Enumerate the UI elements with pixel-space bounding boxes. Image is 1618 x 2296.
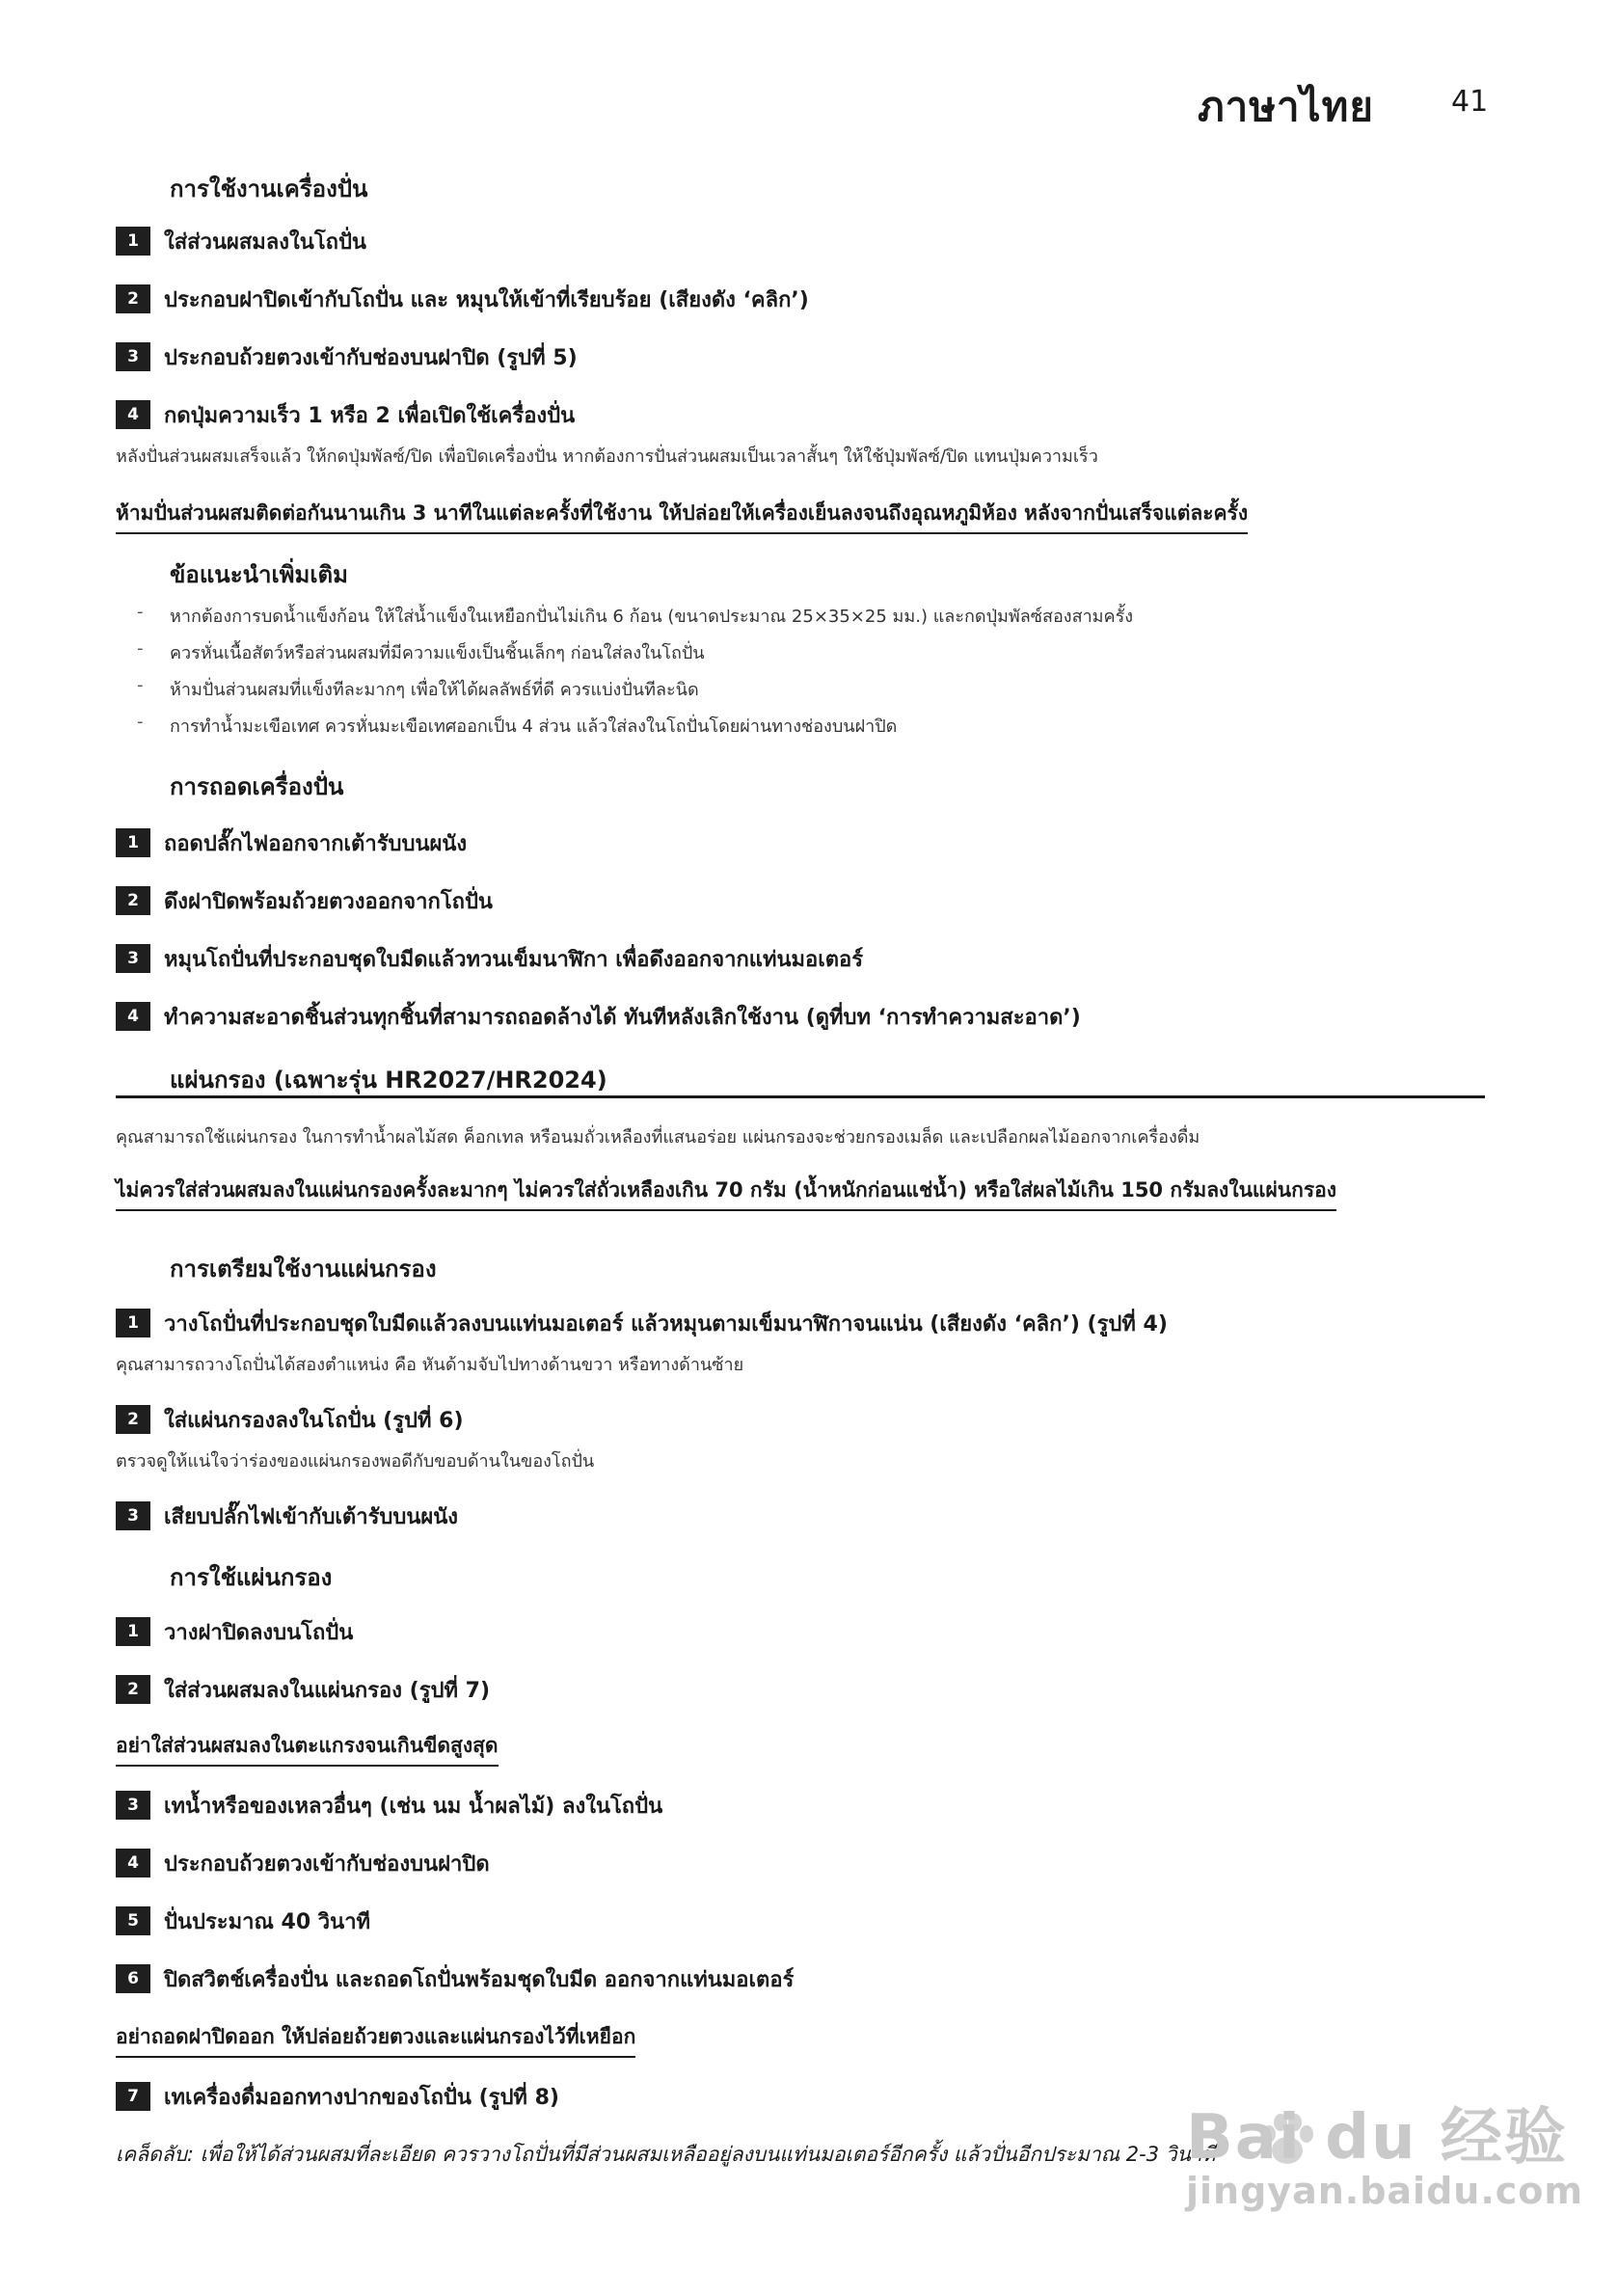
page-number: 41 — [1451, 85, 1489, 119]
step-number: 7 — [116, 2082, 150, 2111]
warning-text: ไม่ควรใส่ส่วนผสมลงในแผ่นกรองครั้งละมากๆ ไม่ควรใส่ถั่วเหลืองเกิน 70 กรัม (น้ำหนักก่อนแช่น้ำ) หรือใส่ผลไม้เกิน 150 กรัมลงในแผ่นกรอง — [116, 1175, 1336, 1211]
watermark-brand: Bai du 经验 — [1186, 2102, 1568, 2174]
step-text: ปิดสวิตช์เครื่องปั่น และถอดโถปั่นพร้อมชุดใบมีด ออกจากแท่นมอเตอร์ — [164, 1967, 795, 1992]
step-number: 3 — [116, 1791, 150, 1820]
step-text: วางฝาปิดลงบนโถปั่น — [164, 1620, 354, 1645]
step-text: ทำความสะอาดชิ้นส่วนทุกชิ้นที่สามารถถอดล้างได้ ทันทีหลังเลิกใช้งาน (ดูที่บท ‘การทำความสะอาด’) — [164, 1005, 1081, 1030]
step-text: ใส่ส่วนผสมลงในแผ่นกรอง (รูปที่ 7) — [164, 1678, 491, 1703]
tip-item: การทำน้ำมะเขือเทศ ควรหั่นมะเขือเทศออกเป็น 4 ส่วน แล้วใส่ลงในโถปั่นโดยผ่านทางช่องบนฝาปิด — [170, 716, 898, 737]
step-text: เทน้ำหรือของเหลวอื่นๆ (เช่น นม น้ำผลไม้) ลงในโถปั่น — [164, 1794, 663, 1819]
page-language: ภาษาไทย — [1198, 83, 1374, 130]
section-divider — [116, 1095, 1485, 1098]
step-number: 1 — [116, 1309, 150, 1337]
filter-note: คุณสามารถใช้แผ่นกรอง ในการทำน้ำผลไม้สด ค็อกเทล หรือนมถั่วเหลืองที่แสนอร่อย แผ่นกรองจะช่วยกรองเมล็ด และเปลือกผลไม้ออกจากเครื่องดื่ม — [116, 1127, 1200, 1148]
step-number: 2 — [116, 1405, 150, 1434]
bullet-dash: - — [137, 675, 144, 695]
step-text: หมุนโถปั่นที่ประกอบชุดใบมีดแล้วทวนเข็มนาฬิกา เพื่อดึงออกจากแท่นมอเตอร์ — [164, 947, 864, 972]
step-item — [116, 885, 493, 916]
tip-item: หากต้องการบดน้ำแข็งก้อน ให้ใส่น้ำแข็งในเหยือกปั่นไม่เกิน 6 ก้อน (ขนาดประมาณ 25×35×25 มม.) และกดปุ่มพัลซ์สองสามครั้ง — [170, 607, 1134, 627]
step-number: 1 — [116, 1617, 150, 1646]
step-number: 3 — [116, 1501, 150, 1530]
bullet-dash: - — [137, 712, 144, 732]
step-text: ปั่นประมาณ 40 วินาที — [164, 1909, 371, 1934]
step-number: 4 — [116, 1002, 150, 1031]
step-text: ประกอบถ้วยตวงเข้ากับช่องบนฝาปิด — [164, 1851, 490, 1877]
section-heading-using-blender: การใช้งานเครื่องปั่น — [170, 176, 368, 203]
step-text: ดึงฝาปิดพร้อมถ้วยตวงออกจากโถปั่น — [164, 889, 493, 914]
step-text: ถอดปลั๊กไฟออกจากเต้ารับบนผนัง — [164, 831, 468, 856]
step-number: 2 — [116, 284, 150, 313]
step-item — [116, 1905, 370, 1936]
section-heading-using-filter: การใช้แผ่นกรอง — [170, 1564, 333, 1591]
section-heading-tips: ข้อแนะนำเพิ่มเติม — [170, 561, 348, 588]
tip-item: ห้ามปั่นส่วนผสมที่แข็งทีละมากๆ เพื่อให้ได้ผลลัพธ์ที่ดี ควรแบ่งปั่นทีละนิด — [170, 680, 699, 700]
step-note: ตรวจดูให้แน่ใจว่าร่องของแผ่นกรองพอดีกับขอบด้านในของโถปั่น — [116, 1451, 595, 1472]
step-text: กดปุ่มความเร็ว 1 หรือ 2 เพื่อเปิดใช้เครื่องปั่น — [164, 403, 576, 428]
step-item — [116, 1308, 1168, 1338]
section-heading-removing: การถอดเครื่องปั่น — [170, 773, 344, 800]
step-number: 2 — [116, 1675, 150, 1704]
step-item — [116, 1674, 490, 1705]
step-item — [116, 399, 575, 430]
warning-text: ห้ามปั่นส่วนผสมติดต่อกันนานเกิน 3 นาทีในแต่ละครั้งที่ใช้งาน ให้ปล่อยให้เครื่องเย็นลงจนถึงอุณหภูมิห้อง หลังจากปั่นเสร็จแต่ละครั้ง — [116, 498, 1248, 534]
step-number: 3 — [116, 342, 150, 371]
step-note: คุณสามารถวางโถปั่นได้สองตำแหน่ง คือ หันด้ามจับไปทางด้านขวา หรือทางด้านซ้าย — [116, 1355, 744, 1375]
bullet-dash: - — [137, 602, 144, 622]
step-item — [116, 1848, 490, 1878]
step-text: เสียบปลั๊กไฟเข้ากับเต้ารับบนผนัง — [164, 1504, 459, 1529]
step-item — [116, 1404, 464, 1435]
step-item — [116, 226, 366, 257]
step-item — [116, 1790, 662, 1821]
step-item — [116, 827, 467, 858]
step-item — [116, 1616, 353, 1647]
step-number: 1 — [116, 227, 150, 256]
step-item — [116, 341, 578, 372]
step-number: 1 — [116, 828, 150, 857]
step-number: 3 — [116, 944, 150, 973]
tip-item: ควรหั่นเนื้อสัตว์หรือส่วนผสมที่มีความแข็งเป็นชิ้นเล็กๆ ก่อนใส่ลงในโถปั่น — [170, 643, 705, 663]
watermark-url: jingyan.baidu.com — [1186, 2170, 1583, 2212]
warning-text: อย่าใส่ส่วนผสมลงในตะแกรงจนเกินขีดสูงสุด — [116, 1730, 499, 1767]
step-number: 4 — [116, 1849, 150, 1877]
step-text: วางโถปั่นที่ประกอบชุดใบมีดแล้วลงบนแท่นมอเตอร์ แล้วหมุนตามเข็มนาฬิกาจนแน่น (เสียงดัง ‘คลิก’) (รูปที่ 4) — [164, 1311, 1168, 1337]
section-heading-filter: แผ่นกรอง (เฉพาะรุ่น HR2027/HR2024) — [170, 1067, 607, 1094]
warning-text: อย่าถอดฝาปิดออก ให้ปล่อยถ้วยตวงและแผ่นกรองไว้ที่เหยือก — [116, 2021, 635, 2058]
section-heading-preparing-filter: การเตรียมใช้งานแผ่นกรอง — [170, 1256, 437, 1283]
step-item — [116, 1963, 794, 1994]
step-item — [116, 1500, 458, 1531]
final-tip: เคล็ดลับ: เพื่อให้ได้ส่วนผสมที่ละเอียด ควรวางโถปั่นที่มีส่วนผสมเหลืออยู่ลงบนแท่นมอเตอร์อีกครั้ง แล้วปั่นอีกประมาณ 2-3 วินาที — [116, 2143, 1216, 2166]
step-note: หลังปั่นส่วนผสมเสร็จแล้ว ให้กดปุ่มพัลซ์/ปิด เพื่อปิดเครื่องปั่น หากต้องการปั่นส่วนผสมเป็นเวลาสั้นๆ ให้ใช้ปุ่มพัลซ์/ปิด แทนปุ่มความเร็ว — [116, 446, 1098, 467]
step-number: 6 — [116, 1964, 150, 1993]
bullet-dash: - — [137, 638, 144, 659]
step-number: 5 — [116, 1906, 150, 1935]
step-text: ใส่แผ่นกรองลงในโถปั่น (รูปที่ 6) — [164, 1408, 464, 1433]
step-text: เทเครื่องดื่มออกทางปากของโถปั่น (รูปที่ 8) — [164, 2085, 559, 2110]
step-item — [116, 943, 863, 974]
step-text: ประกอบฝาปิดเข้ากับโถปั่น และ หมุนให้เข้าที่เรียบร้อย (เสียงดัง ‘คลิก’) — [164, 287, 809, 312]
step-text: ประกอบถ้วยตวงเข้ากับช่องบนฝาปิด (รูปที่ 5) — [164, 345, 578, 370]
step-text: ใส่ส่วนผสมลงในโถปั่น — [164, 230, 366, 255]
step-item — [116, 1001, 1081, 1032]
step-number: 4 — [116, 400, 150, 429]
step-item — [116, 284, 809, 314]
step-item — [116, 2081, 559, 2112]
step-number: 2 — [116, 886, 150, 915]
